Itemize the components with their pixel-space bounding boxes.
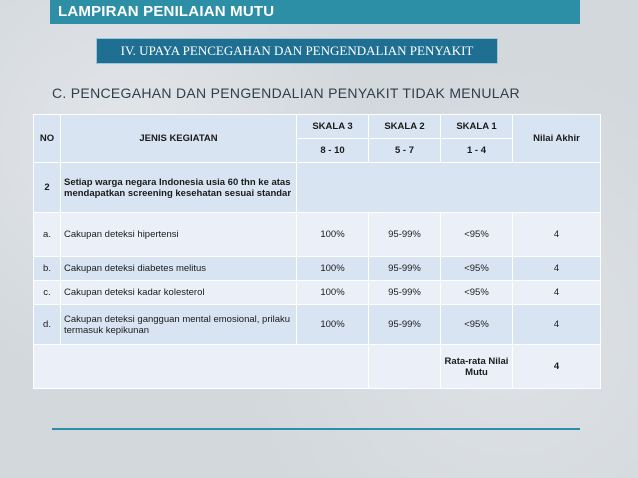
row-scale3: 100% xyxy=(297,281,369,305)
average-empty-cell xyxy=(34,345,369,389)
row-scale1: <95% xyxy=(441,305,513,345)
row-no: d. xyxy=(34,305,61,345)
row-scale2: 95-99% xyxy=(369,281,441,305)
header-scale3: SKALA 3 xyxy=(297,115,369,139)
row-final: 4 xyxy=(513,281,601,305)
row-activity: Cakupan deteksi hipertensi xyxy=(61,213,297,257)
group-activity: Setiap warga negara Indonesia usia 60 thn ke atas mendapatkan screening kesehatan sesuai standar xyxy=(61,163,297,213)
row-scale1: <95% xyxy=(441,213,513,257)
bottom-divider xyxy=(52,428,580,430)
range-scale2: 5 - 7 xyxy=(369,139,441,163)
header-scale2: SKALA 2 xyxy=(369,115,441,139)
header-no: NO xyxy=(34,115,61,163)
row-scale3: 100% xyxy=(297,213,369,257)
average-label: Rata-rata Nilai Mutu xyxy=(441,345,513,389)
row-scale1: <95% xyxy=(441,281,513,305)
page-title: LAMPIRAN PENILAIAN MUTU xyxy=(58,3,275,20)
average-row xyxy=(34,345,601,389)
table-row xyxy=(34,257,601,281)
row-scale3: 100% xyxy=(297,305,369,345)
row-scale2: 95-99% xyxy=(369,213,441,257)
row-final: 4 xyxy=(513,305,601,345)
table-row xyxy=(34,281,601,305)
row-scale2: 95-99% xyxy=(369,257,441,281)
group-empty-cell xyxy=(297,163,601,213)
table-row xyxy=(34,305,601,345)
table-row xyxy=(34,213,601,257)
header-final: Nilai Akhir xyxy=(513,115,601,163)
row-activity: Cakupan deteksi diabetes melitus xyxy=(61,257,297,281)
row-no: a. xyxy=(34,213,61,257)
row-no: b. xyxy=(34,257,61,281)
range-scale1: 1 - 4 xyxy=(441,139,513,163)
row-activity: Cakupan deteksi kadar kolesterol xyxy=(61,281,297,305)
row-no: c. xyxy=(34,281,61,305)
row-scale1: <95% xyxy=(441,257,513,281)
row-activity: Cakupan deteksi gangguan mental emosional, prilaku termasuk kepikunan xyxy=(61,305,297,345)
row-final: 4 xyxy=(513,257,601,281)
group-row xyxy=(34,163,601,213)
section-title: IV. UPAYA PENCEGAHAN DAN PENGENDALIAN PENYAKIT xyxy=(120,43,474,58)
group-no: 2 xyxy=(34,163,61,213)
assessment-table xyxy=(33,114,601,389)
subtitle: C. PENCEGAHAN DAN PENGENDALIAN PENYAKIT TIDAK MENULAR xyxy=(52,85,520,101)
row-scale3: 100% xyxy=(297,257,369,281)
average-empty-cell-2 xyxy=(369,345,441,389)
header-row xyxy=(34,115,601,139)
average-value: 4 xyxy=(513,345,601,389)
row-scale2: 95-99% xyxy=(369,305,441,345)
header-activity: JENIS KEGIATAN xyxy=(61,115,297,163)
header-scale1: SKALA 1 xyxy=(441,115,513,139)
section-banner xyxy=(96,38,498,64)
row-final: 4 xyxy=(513,213,601,257)
range-scale3: 8 - 10 xyxy=(297,139,369,163)
